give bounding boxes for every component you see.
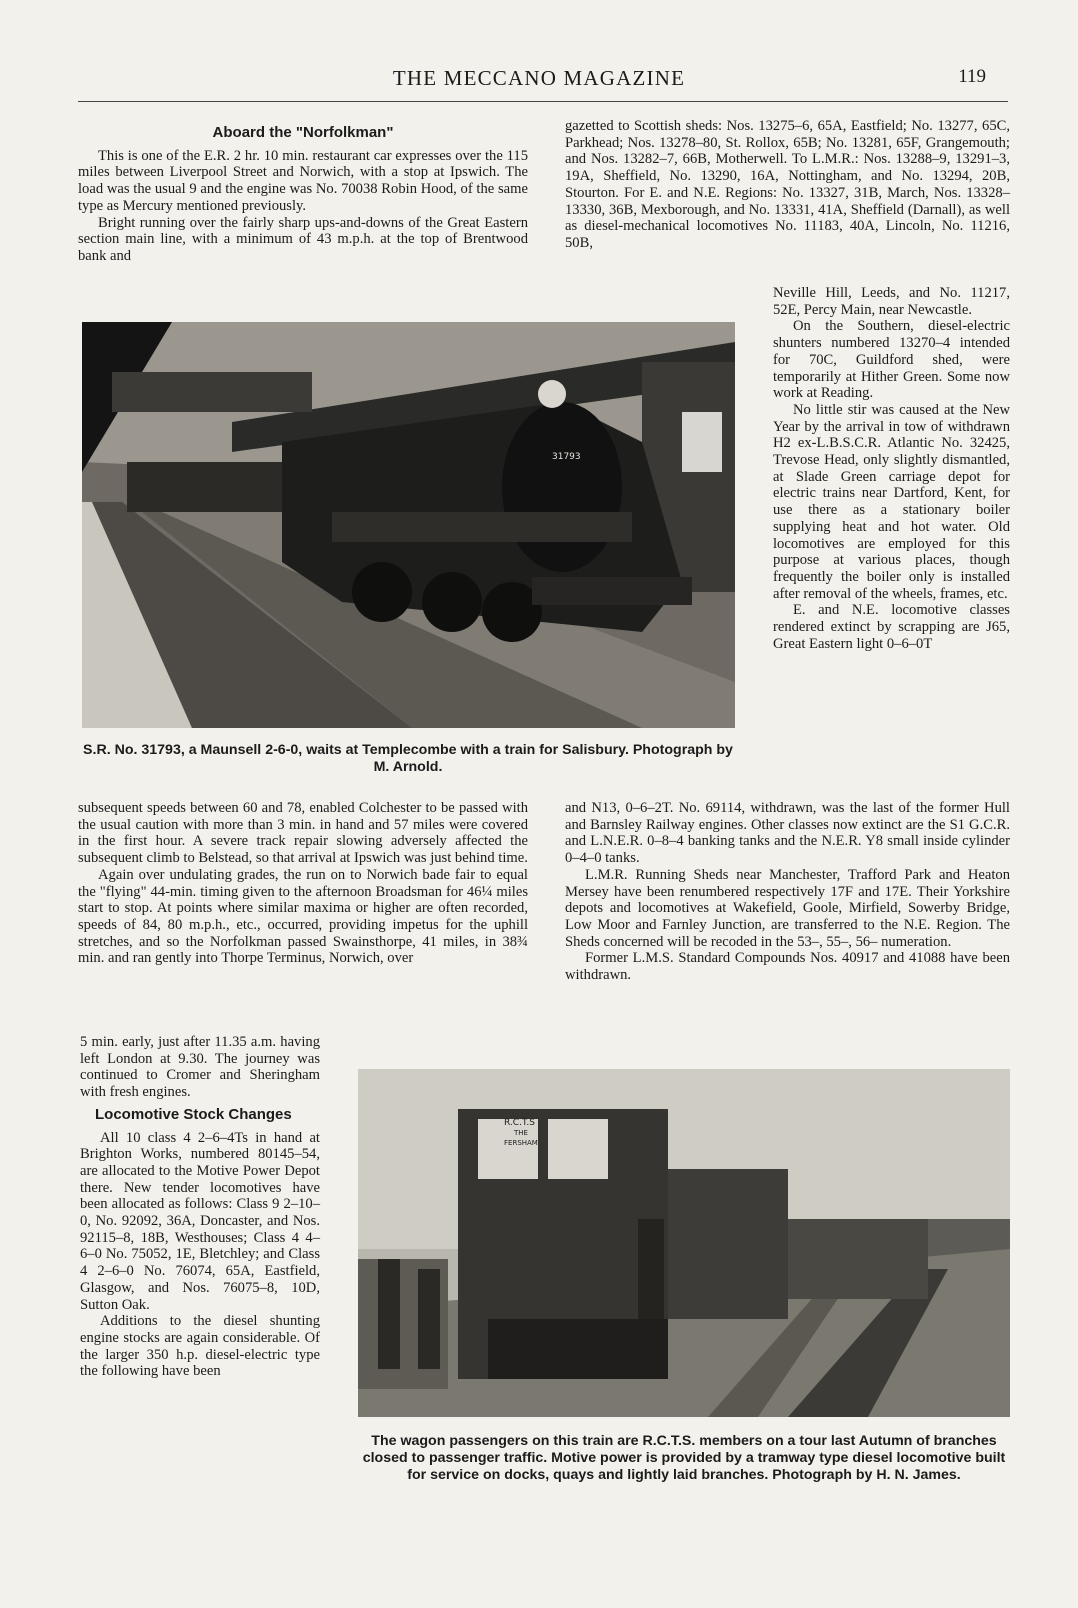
article-heading-stock-changes: Locomotive Stock Changes <box>95 1105 292 1123</box>
smokebox-number: 31793 <box>552 452 581 462</box>
left-column-narrow <box>80 1034 320 1380</box>
paragraph: L.M.R. Running Sheds near Manchester, Trafford Park and Heaton Mersey have been renumbered respectively 17F and 17E. Their Yorkshire depots and locomotives at Wakefield, Goole, Mirfield, Sowerby Bridge, Low Moor and Farnley Junction, are transferred to the N.E. Region. The Sheds concerned will be recoded in the 53–, 55–, 56– numeration. <box>565 866 1010 950</box>
paragraph: Additions to the diesel shunting engine stocks are again considerable. Of the larger 350 h.p. diesel-electric type the following have been <box>80 1313 320 1380</box>
paragraph: Former L.M.S. Standard Compounds Nos. 40917 and 41088 have been withdrawn. <box>565 950 1010 984</box>
photo-maunsell-locomotive <box>82 322 735 728</box>
paragraph: gazetted to Scottish sheds: Nos. 13275–6, 65A, Eastfield; No. 13277, 65C, Parkhead; Nos. 13278–80, St. Rollox, 65B; No. 13281, 65F, Grangemouth; and Nos. 13282–7, 66B, Motherwell. To L.M.R.: Nos. 13288–9, 13291–3, 19A, Sheffield, No. 13290, 16A, Nottingham, and No. 13294, 20B, Stourton. For E. and N.E. Regions: No. 13327, 31B, March, Nos. 13328–13330, 36B, Mexborough, and No. 13331, 41A, Sheffield (Darnall), as well as diesel-mechanical locomotives No. 11183, 40A, Lincoln, No. 11216, 50B, <box>565 118 1010 251</box>
paragraph: subsequent speeds between 60 and 78, enabled Colchester to be passed with the usual caution with more than 3 min. in hand and 57 miles were covered in the first hour. A severe track repair slowing adversely affected the subsequent climb to Belstead, so that arrival at Ipswich was just behind time. <box>78 800 528 867</box>
headboard-text-2: THE <box>514 1129 528 1137</box>
photo-caption-2: The wagon passengers on this train are R.C.T.S. members on a tour last Autumn of branches closed to passenger traffic. Motive power is provided by a tramway type diesel locomotive built for service on docks, quays and lightly laid branches. Photograph by H. N. James. <box>362 1433 1006 1483</box>
article-norfolkman-top <box>78 125 528 265</box>
article-heading-norfolkman: Aboard the "Norfolkman" <box>212 124 394 141</box>
paragraph: 5 min. early, just after 11.35 a.m. having left London at 9.30. The journey was continued to Cromer and Sheringham with fresh engines. <box>80 1034 320 1101</box>
magazine-title: THE MECCANO MAGAZINE <box>392 66 686 90</box>
photo-diesel-tramway-locomotive <box>358 1069 1010 1417</box>
paragraph: All 10 class 4 2–6–4Ts in hand at Brighton Works, numbered 80145–54, are allocated to the Motive Power Depot there. New tender locomotives have been allocated as follows: Class 9 2–10–0, No. 92092, 36A, Doncaster, and Nos. 92115–8, 18B, Westhouses; Class 4 4–6–0 No. 75052, 1E, Bletchley; and Class 4 2–6–0 No. 76074, 65A, Eastfield, Glasgow, and Nos. 76075–8, 10D, Sutton Oak. <box>80 1129 320 1313</box>
paragraph: and N13, 0–6–2T. No. 69114, withdrawn, was the last of the former Hull and Barnsley Railway engines. Other classes now extinct are the S1 G.C.R. and L.N.E.R. 0–8–4 banking tanks and the N.E.R. Y8 small inside cylinder 0–4–0 tanks. <box>565 800 1010 867</box>
header-rule <box>78 101 1008 102</box>
right-column-bottom <box>565 800 1010 984</box>
paragraph: No little stir was caused at the New Year by the arrival in tow of withdrawn H2 ex-L.B.S.C.R. Atlantic No. 32425, Trevose Head, only slightly dismantled, at Slade Green carriage depot for electric trains near Dartford, Kent, for use there as a stationary boiler supplying heat and hot water. Old locomotives are employed for this purpose at various places, though frequently the boiler only is installed after removal of the wheels, frames, etc. <box>773 401 1010 602</box>
photo-caption-1: S.R. No. 31793, a Maunsell 2-6-0, waits at Templecombe with a train for Salisbury. Photograph by M. Arnold. <box>83 742 733 775</box>
right-column-narrow <box>773 285 1010 652</box>
paragraph: Neville Hill, Leeds, and No. 11217, 52E, Percy Main, near Newcastle. <box>773 285 1010 318</box>
article-norfolkman-continued <box>78 800 528 967</box>
paragraph: Bright running over the fairly sharp ups-and-downs of the Great Eastern section main line, with a minimum of 43 m.p.h. at the top of Brentwood bank and <box>78 214 528 264</box>
headboard-text-1: R.C.T.S <box>504 1118 535 1128</box>
paragraph: This is one of the E.R. 2 hr. 10 min. restaurant car expresses over the 115 miles between Liverpool Street and Norwich, with a stop at Ipswich. The load was the usual 9 and the engine was No. 70038 Robin Hood, of the same type as Mercury mentioned previously. <box>78 147 528 214</box>
paragraph: E. and N.E. locomotive classes rendered extinct by scrapping are J65, Great Eastern light 0–6–0T <box>773 602 1010 652</box>
right-column-top <box>565 118 1010 252</box>
headboard-text-3: FERSHAM <box>504 1139 538 1147</box>
paragraph: Again over undulating grades, the run on to Norwich bade fair to equal the "flying" 44-min. timing given to the afternoon Broadsman for 46¼ miles start to stop. At points where similar maxima or higher are often recorded, speeds of 84, 80 m.p.h., etc., occurred, providing impetus for the uphill stretches, and so the Norfolkman passed Swainsthorpe, 41 miles, in 38¾ min. and ran gently into Thorpe Terminus, Norwich, over <box>78 866 528 967</box>
paragraph: On the Southern, diesel-electric shunters numbered 13270–4 intended for 70C, Guildford shed, were temporarily at Hither Green. Some now work at Reading. <box>773 318 1010 402</box>
page-number: 119 <box>958 66 986 87</box>
